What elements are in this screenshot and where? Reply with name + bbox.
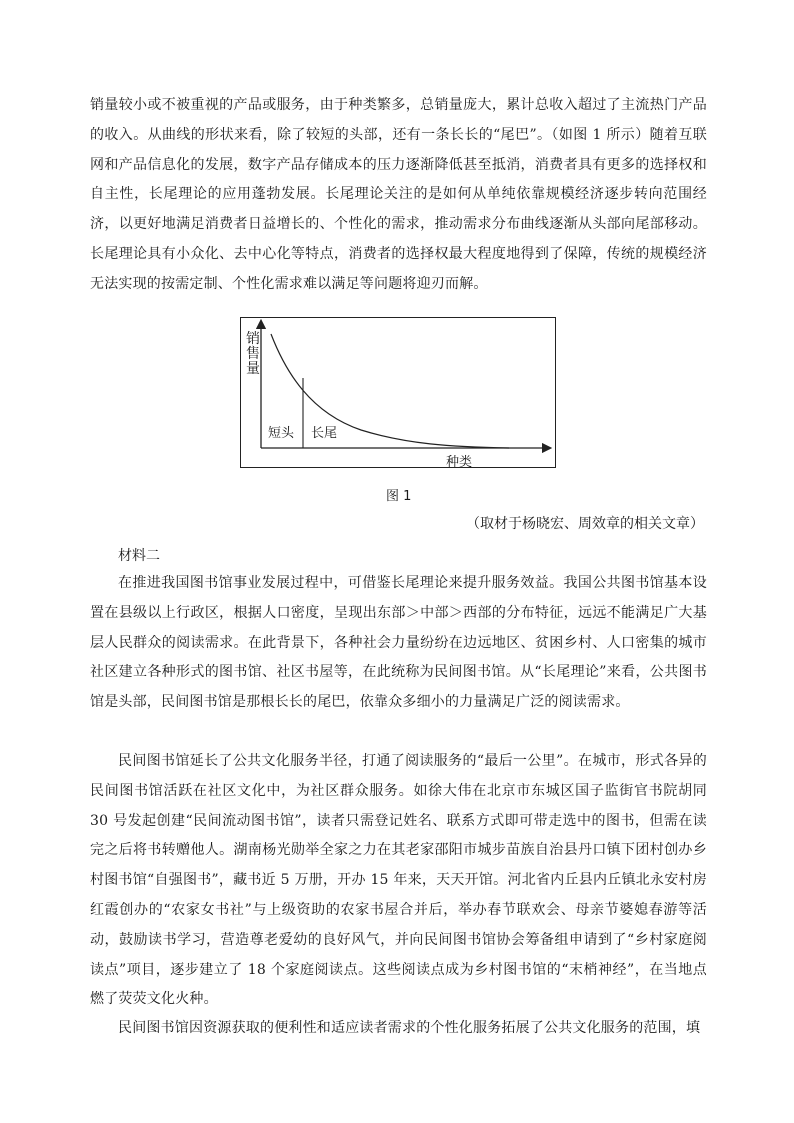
long-tail-figure xyxy=(240,317,556,468)
source-note: （取材于杨晓宏、周效章的相关文章） xyxy=(466,516,704,532)
paragraph-4: 民间图书馆因资源获取的便利性和适应读者需求的个性化服务拓展了公共文化服务的范围，填 xyxy=(118,1020,701,1036)
y-axis-label: 销售量 xyxy=(246,331,260,377)
long-tail-chart xyxy=(241,318,555,467)
figure-caption: 图 1 xyxy=(386,489,412,504)
long-tail-label: 长尾 xyxy=(311,426,338,441)
demand-curve xyxy=(271,334,509,448)
short-head-label: 短头 xyxy=(268,426,295,441)
paragraph-2: 在推进我国图书馆事业发展过程中，可借鉴长尾理论来提升服务效益。我国公共图书馆基本设置在县级以上行政区，根据人口密度，呈现出东部＞中部＞西部的分布特征，远远不能满足广大基层人民群众的阅读需求。在此背景下，各种社会力量纷纷在边远地区、贫困乡村、人口密集的城市社区建立各种形式的图书馆、社区书屋等，在此统称为民间图书馆。从“长尾理论”来看，公共图书馆是头部，民间图书馆是那根长长的尾巴，依靠众多细小的力量满足广泛的阅读需求。 xyxy=(90,575,707,711)
paragraph-3: 民间图书馆延长了公共文化服务半径，打通了阅读服务的“最后一公里”。在城市，形式各异的民间图书馆活跃在社区文化中，为社区群众服务。如徐大伟在北京市东城区国子监街官书院胡同 30 号发起创建“民间流动图书馆”，读者只需登记姓名、联系方式即可带走选中的图书，但需在读完之后将书转赠他人。湖南杨光勋举全家之力在其老家邵阳市城步苗族自治县丹口镇下团村创办乡村图书馆“自强图书”，藏书近 5 万册，开办 15 年来，天天开馆。河北省内丘县内丘镇北永安村房红霞创办的“农家女书社”与上级资助的农家书屋合并后，举办春节联欢会、母亲节婆媳春游等活动，鼓励读书学习，营造尊老爱幼的良好风气，并向民间图书馆协会筹备组申请到了“乡村家庭阅读点”项目，逐步建立了 18 个家庭阅读点。这些阅读点成为乡村图书馆的“末梢神经”，在当地点燃了荧荧文化火种。 xyxy=(90,753,707,1008)
x-axis-label: 种类 xyxy=(446,455,473,470)
paragraph-1: 销量较小或不被重视的产品或服务，由于种类繁多，总销量庞大，累计总收入超过了主流热门产品的收入。从曲线的形状来看，除了较短的头部，还有一条长长的“尾巴”。（如图 1 所示）随着互联网和产品信息化的发展，数字产品存储成本的压力逐渐降低甚至抵消，消费者具有更多的选择权和自主性，长尾理论的应用蓬勃发展。长尾理论关注的是如何从单纯依靠规模经济逐步转向范围经济，以更好地满足消费者日益增长的、个性化的需求，推动需求分布曲线逐渐从头部向尾部移动。长尾理论具有小众化、去中心化等特点，消费者的选择权最大程度地得到了保障，传统的规模经济无法实现的按需定制、个性化需求难以满足等问题将迎刃而解。 xyxy=(90,97,707,292)
section-heading: 材料二 xyxy=(118,548,160,564)
